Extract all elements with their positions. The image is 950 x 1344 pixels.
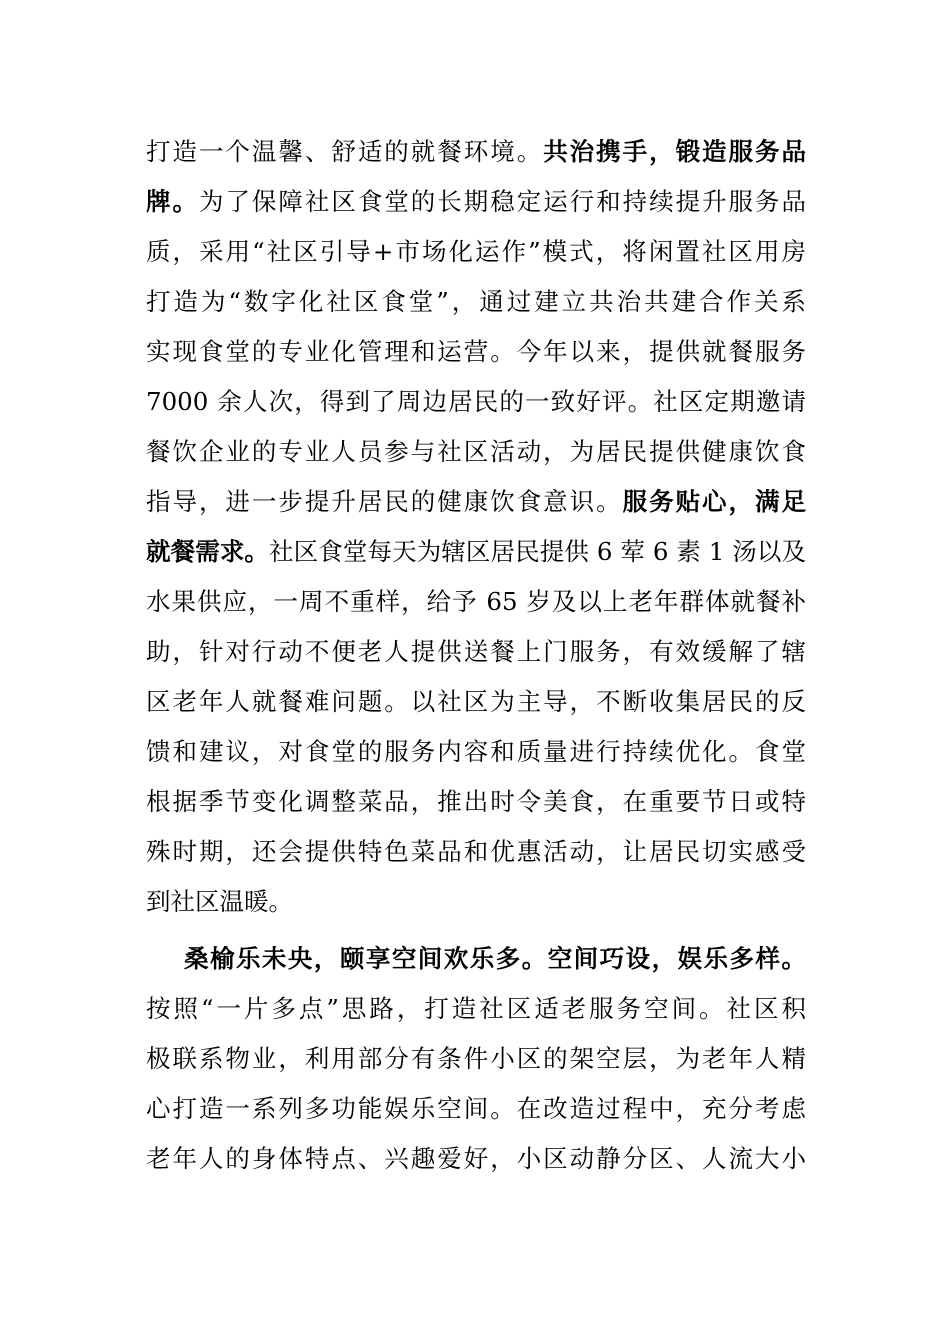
text-line: [146, 527, 806, 577]
text-line: [146, 477, 806, 527]
body-text: 7000 余人次，得到了周边居民的一致好评。社区定期邀请: [146, 387, 806, 416]
paragraph-community-canteen: [146, 127, 806, 927]
body-text: 打造一个温馨、舒适的就餐环境。: [146, 137, 544, 166]
text-line: [146, 984, 806, 1034]
text-line: [146, 427, 806, 477]
text-line: [146, 277, 806, 327]
body-text: 到社区温暖。: [146, 887, 293, 916]
body-text: 根据季节变化调整菜品，推出时令美食，在重要节日或特: [146, 787, 806, 816]
text-line: [146, 877, 806, 927]
body-text: 心打造一系列多功能娱乐空间。在改造过程中，充分考虑: [146, 1094, 806, 1123]
body-text: 区老年人就餐难问题。以社区为主导，不断收集居民的反: [146, 687, 806, 716]
bold-heading-text: 共治携手，锻造服务品: [543, 137, 806, 166]
body-text: 馈和建议，对食堂的服务内容和质量进行持续优化。食堂: [146, 737, 806, 766]
text-line: [146, 1034, 806, 1084]
text-line: [146, 227, 806, 277]
text-line: [146, 327, 806, 377]
body-text: 极联系物业，利用部分有条件小区的架空层，为老年人精: [146, 1044, 806, 1073]
body-text: 按照“一片多点”思路，打造社区适老服务空间。社区积: [146, 994, 806, 1023]
text-line: [146, 627, 806, 677]
text-line: [146, 727, 806, 777]
body-text: 水果供应，一周不重样，给予 65 岁及以上老年群体就餐补: [146, 587, 806, 616]
bold-heading-text: 桑榆乐未央，颐享空间欢乐多。空间巧设，娱乐多样。: [184, 944, 806, 973]
text-line: [146, 777, 806, 827]
text-line: [146, 677, 806, 727]
text-line: [146, 934, 806, 984]
body-text: 助，针对行动不便老人提供送餐上门服务，有效缓解了辖: [146, 637, 806, 666]
body-text: 实现食堂的专业化管理和运营。今年以来，提供就餐服务: [146, 337, 806, 366]
bold-heading-text: 服务贴心，满足: [622, 487, 806, 516]
body-text: 打造为“数字化社区食堂”，通过建立共治共建合作关系: [146, 287, 806, 316]
body-text: 殊时期，还会提供特色菜品和优惠活动，让居民切实感受: [146, 837, 806, 866]
body-text: 餐饮企业的专业人员参与社区活动，为居民提供健康饮食: [146, 437, 806, 466]
text-line: [146, 827, 806, 877]
bold-heading-text: 牌。: [146, 187, 199, 216]
body-text: 社区食堂每天为辖区居民提供 6 荤 6 素 1 汤以及: [269, 537, 806, 566]
paragraph-elderly-activity-space: [146, 934, 806, 1184]
text-line: [146, 127, 806, 177]
text-line: [146, 1134, 806, 1184]
text-line: [146, 377, 806, 427]
body-text: 老年人的身体特点、兴趣爱好，小区动静分区、人流大小: [146, 1144, 806, 1173]
text-line: [146, 577, 806, 627]
body-text: 质，采用“社区引导+市场化运作”模式，将闲置社区用房: [146, 237, 806, 266]
body-text: 指导，进一步提升居民的健康饮食意识。: [146, 487, 623, 516]
text-line: [146, 177, 806, 227]
body-text: 为了保障社区食堂的长期稳定运行和持续提升服务品: [198, 187, 807, 216]
text-line: [146, 1084, 806, 1134]
bold-heading-text: 就餐需求。: [146, 537, 270, 566]
